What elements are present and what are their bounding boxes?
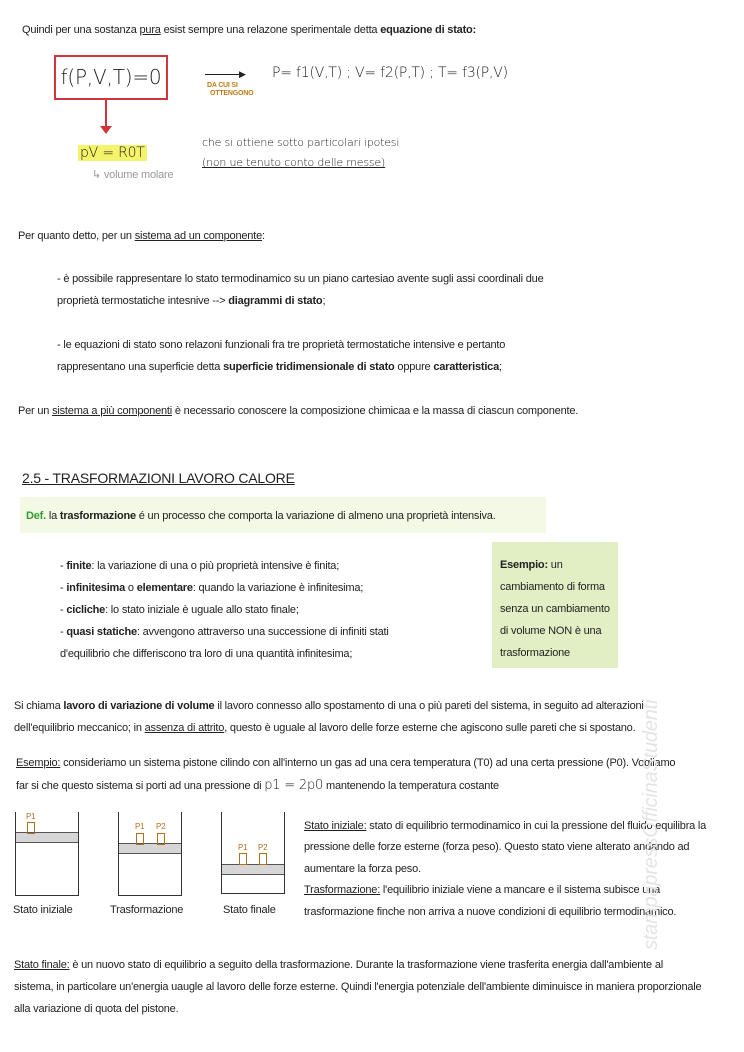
section-heading: 2.5 - TRASFORMAZIONI LAVORO CALORE <box>22 470 295 486</box>
type-item: - quasi statiche: avvengono attraverso una successione di infiniti stati <box>60 626 389 638</box>
underlined-text: Stato iniziale: <box>304 820 367 832</box>
weight-label: P1 <box>135 822 145 831</box>
weight-icon <box>157 833 165 845</box>
watermark: stampapressOfficinaStudenti <box>640 699 662 950</box>
note-line: che si ottiene sotto particolari ipotesi <box>202 136 400 149</box>
hook-arrow-icon: ↳ <box>92 169 104 181</box>
work-line <box>14 699 644 713</box>
bullet-line: - è possibile rappresentare lo stato termodinamico su un piano cartesiao avente sugli assi coordinali due <box>57 273 544 285</box>
text: di volume NON è una <box>500 625 602 637</box>
weight-icon <box>239 853 247 865</box>
text: trasformazione finche non arriva a nuove condizioni di equilibrio termodinamico. <box>304 906 677 918</box>
weight-icon <box>27 822 35 834</box>
weight-icon <box>259 853 267 865</box>
text: cambiamento di forma <box>500 581 605 593</box>
bullet-line <box>57 294 325 308</box>
explicit-equations: P= f1(V,T) ; V= f2(P,T) ; T= f3(P,V) <box>272 65 508 81</box>
text: è necessario conoscere la composizione chimicaa e la massa di ciascun componente. <box>172 405 579 417</box>
multi-component-line <box>18 404 578 418</box>
text: stato di equilibrio termodinamico in cui la pressione del fluido equilibra la <box>366 820 707 832</box>
text: proprietà termostatiche intesnive --> <box>57 295 229 307</box>
text: mantenendo la temperatura costante <box>323 780 499 792</box>
cylinder-initial <box>15 812 79 896</box>
weight-label: P1 <box>26 812 36 821</box>
diagram-label: Trasformazione <box>110 904 184 916</box>
piston <box>16 832 78 843</box>
text: oppure <box>394 361 434 373</box>
text: far si che questo sistema si porti ad una pressione di <box>16 780 265 792</box>
text: il lavoro connesso allo spostamento di una o più pareti del sistema, in seguito ad alterazioni <box>214 700 644 712</box>
text: , questo è uguale al lavoro delle forze esterne che agiscono sulle pareti che si spostano. <box>224 722 636 734</box>
example-line <box>16 756 675 770</box>
bold-text: trasformazione <box>59 510 136 522</box>
text: Si chiama <box>14 700 64 712</box>
bullet-line <box>57 360 502 374</box>
text: aumentare la forza peso. <box>304 863 421 875</box>
bold-text: caratteristica <box>433 361 500 373</box>
text: : la variazione di una o più proprietà intensive è finita; <box>91 560 340 572</box>
type-item: - infinitesima o elementare: quando la variazione è infinitesima; <box>60 582 364 594</box>
underlined-text: pura <box>139 24 161 36</box>
text: ; <box>322 295 326 307</box>
molar-volume-note <box>92 168 173 182</box>
final-state-line <box>14 958 663 972</box>
arrow-label <box>207 82 253 98</box>
weight-label: P1 <box>238 843 248 852</box>
text: o <box>125 582 137 594</box>
text: consideriamo un sistema pistone cilindo con all'interno un gas ad una cera temperatura (T0) ad una certa pressione (P0). Vogliamo <box>60 757 676 769</box>
text: senza un cambiamento <box>500 603 610 615</box>
example-box <box>492 542 618 668</box>
text: è un nuovo stato di equilibrio a seguito della trasformazione. Durante la trasformazione viene trasferita energia dall'ambiente al <box>69 959 663 971</box>
text: trasformazione <box>500 647 570 659</box>
single-component-line <box>18 229 265 243</box>
bold-text: elementare <box>136 582 193 594</box>
underlined-text: sistema a più componenti <box>52 405 173 417</box>
text: Quindi per una sostanza <box>22 24 140 36</box>
text: : avvengono attraverso una successione di infiniti stati <box>136 626 389 638</box>
text: Per quanto detto, per un <box>18 230 135 242</box>
underlined-text: sistema ad un componente <box>134 230 262 242</box>
example-line <box>16 779 499 793</box>
text: Per un <box>18 405 53 417</box>
text: alla variazione di quota del pistone. <box>14 1003 179 1015</box>
type-item: - cicliche: lo stato iniziale è uguale allo stato finale; <box>60 604 299 616</box>
text: l'equilibrio iniziale viene a mancare e il sistema subisce una <box>380 884 661 896</box>
diagram-label: Stato iniziale <box>13 904 73 916</box>
work-line <box>14 721 635 735</box>
underlined-text: assenza di attrito <box>144 722 225 734</box>
bold-text: superficie tridimensionale di stato <box>223 361 395 373</box>
arrow-head: ▶ <box>239 69 246 79</box>
text: pressione delle forze esterne (forza peso). Questo stato viene alterato andando ad <box>304 841 690 853</box>
arrow-down-head <box>100 126 112 134</box>
weight-icon <box>136 833 144 845</box>
text: rappresentano una superficie detta <box>57 361 224 373</box>
definition-line <box>26 509 496 523</box>
text: esist sempre una relazone sperimentale detta <box>160 24 381 36</box>
piston <box>119 843 181 854</box>
text: sistema, in particolare un'energia uaugle al lavoro delle forze esterne. Quindi l'energia potenziale dell'ambiente diminuisce in maniera proporzionale <box>14 981 702 993</box>
underlined-text: Stato finale: <box>14 959 70 971</box>
intro-line <box>22 23 476 37</box>
text: volume molare <box>103 169 174 181</box>
state-equation-box: f(P,V,T)=0 <box>54 55 168 100</box>
bold-text: Esempio: <box>500 559 548 571</box>
type-item-continuation: d'equilibrio che differiscono tra loro di una quantità infinitesima; <box>60 648 353 660</box>
note-line: (non ue tenuto conto delle messe) <box>202 156 386 169</box>
transformation-line <box>304 883 660 897</box>
def-label: Def. <box>26 510 46 522</box>
text: DA CUI SI <box>207 82 238 89</box>
cylinder-final <box>221 812 285 894</box>
type-item: - finite: la variazione di una o più proprietà intensive è finita; <box>60 560 340 572</box>
text: : quando la variazione è infinitesima; <box>192 582 364 594</box>
ideal-gas-law: pV = R0T <box>80 145 145 161</box>
text: OTTENGONO <box>210 90 254 97</box>
text: : <box>261 230 265 242</box>
bold-text: equazione di stato: <box>380 24 477 36</box>
piston <box>222 864 284 875</box>
formula: p1 = 2p0 <box>264 778 324 793</box>
text: : lo stato iniziale è uguale allo stato finale; <box>105 604 299 616</box>
bold-text: quasi statiche <box>66 626 137 638</box>
weight-label: P2 <box>258 843 268 852</box>
text: ; <box>499 361 502 373</box>
text: dell'equilibrio meccanico; in <box>14 722 145 734</box>
bold-text: finite <box>66 560 92 572</box>
bold-text: infinitesima <box>66 582 126 594</box>
diagram-label: Stato finale <box>223 904 276 916</box>
bold-text: diagrammi di stato <box>228 295 323 307</box>
underlined-text: Esempio: <box>16 757 61 769</box>
cylinder-transformation <box>118 812 182 896</box>
bold-text: cicliche <box>66 604 106 616</box>
bold-text: lavoro di variazione di volume <box>63 700 215 712</box>
underlined-text: Trasformazione: <box>304 884 381 896</box>
weight-label: P2 <box>156 822 166 831</box>
bullet-line: - le equazioni di stato sono relazoni funzionali fra tre proprietà termostatiche intensive e pertanto <box>57 339 506 351</box>
text: un <box>547 559 563 571</box>
text: la <box>45 510 60 522</box>
text: é un processo che comporta la variazione di almeno una proprietà intensiva. <box>135 510 496 522</box>
